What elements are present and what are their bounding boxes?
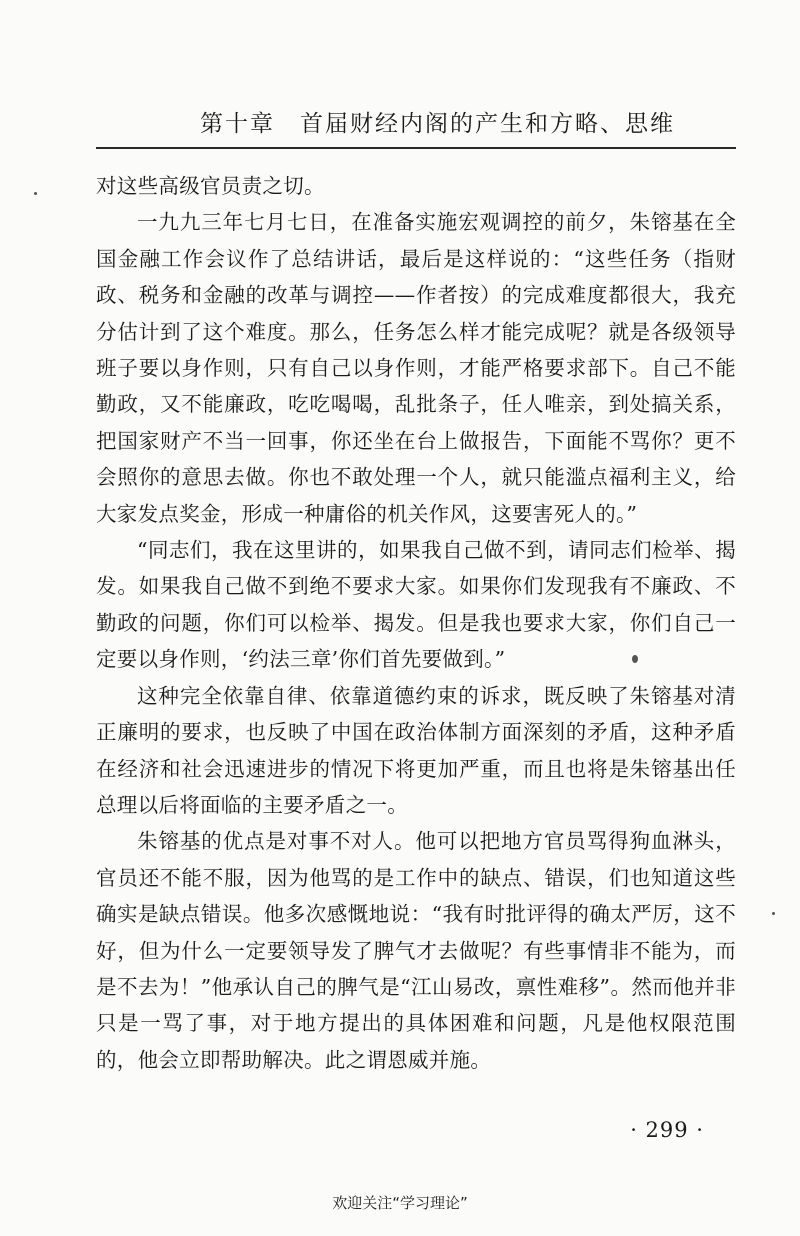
header-rule (96, 147, 736, 149)
paragraph-style: 朱镕基的优点是对事不对人。他可以把地方官员骂得狗血淋头，官员还不能不服，因为他骂的是工作中的缺点、错误，们也知道这些确实是缺点错误。他多次感慨地说：“我有时批评得的确太严厉，这不好，但为什么一定要领导发了脾气才去做呢？有些事情非不能为，而是不去为！”他承认自己的脾气是“江山易改，禀性难移”。然而他并非只是一骂了事，对于地方提出的具体困难和问题，凡是他权限范围的，他会立即帮助解决。此之谓恩威并施。 (96, 829, 736, 1072)
watermark-caption: 欢迎关注“学习理论” (332, 1194, 468, 1212)
paragraph-speech: 一九九三年七月七日，在准备实施宏观调控的前夕，朱镕基在全国金融工作会议作了总结讲话，最后是这样说的：“这些任务（指财政、税务和金融的改革与调控——作者按）的完成难度都很大，我充分估计到了这个难度。那么，任务怎么样才能完成呢？就是各级领导班子要以身作则，只有自己以身作则，才能严格要求部下。自己不能勤政，又不能廉政，吃吃喝喝，乱批条子，任人唯亲，到处搞关系，把国家财产不当一回事，你还坐在台上做报告，下面能不骂你？更不会照你的意思去做。你也不敢处理一个人，就只能滥点福利主义，给大家发点奖金，形成一种庸俗的机关作风，这要害死人的。” (96, 210, 736, 526)
running-head: 第十章 首届财经内阁的产生和方略、思维 (200, 111, 675, 137)
scan-speck (34, 192, 37, 195)
body-text (96, 168, 736, 1078)
paragraph-appeal: “同志们，我在这里讲的，如果我自己做不到，请同志们检举、揭发。如果我自己做不到绝不要求大家。如果你们发现我有不廉政、不勤政的问题，你们可以检举、揭发。但是我也要求大家，你们自己一定要以身作则，‘约法三章’你们首先要做到。” (96, 538, 736, 672)
scan-speck (632, 655, 638, 663)
page-number: · 299 · (630, 1118, 704, 1142)
scan-speck (772, 912, 775, 915)
paragraph-contradiction: 这种完全依靠自律、依靠道德约束的诉求，既反映了朱镕基对清正廉明的要求，也反映了中国在政治体制方面深刻的矛盾，这种矛盾在经济和社会迅速进步的情况下将更加严重，而且也将是朱镕基出任总理以后将面临的主要矛盾之一。 (96, 683, 736, 817)
paragraph-continuation: 对这些高级官员责之切。 (96, 174, 325, 198)
